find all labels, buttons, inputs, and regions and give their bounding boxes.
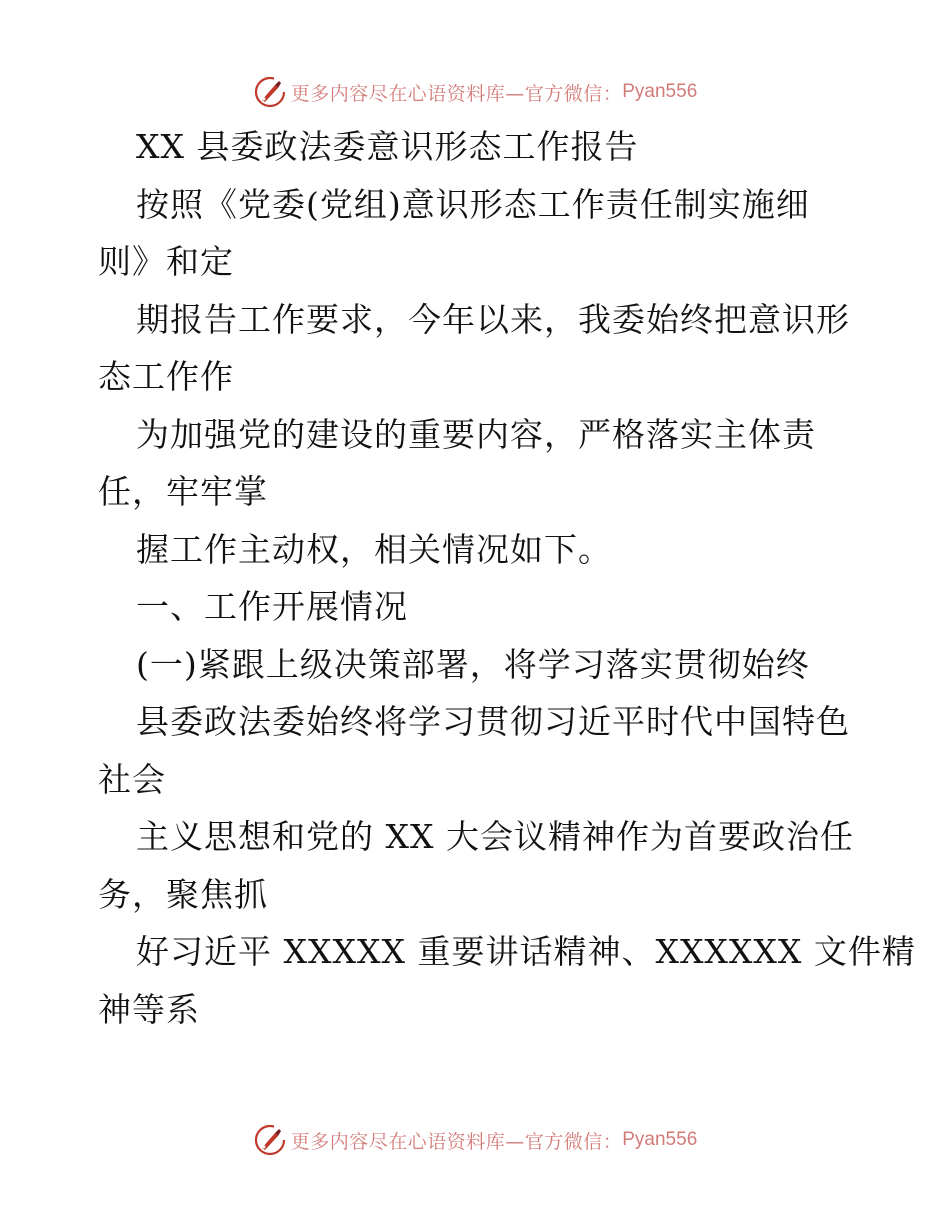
paragraph-line: 为加强党的建设的重要内容，严格落实主体责 — [136, 414, 816, 454]
paragraph-line: 期报告工作要求，今年以来，我委始终把意识形 — [136, 299, 850, 339]
footer-banner-wechat-id: Pyan556 — [622, 1129, 698, 1150]
header-watermark-banner — [0, 72, 950, 112]
subsection-heading-line: (一)紧跟上级决策部署，将学习落实贯彻始终 — [136, 644, 810, 684]
footer-banner-text: 更多内容尽在心语资料库—官方微信： — [290, 1130, 623, 1153]
paragraph-line: 神等系 — [98, 989, 200, 1029]
paragraph-line: 好习近平 XXXXX 重要讲话精神、XXXXXX 文件精 — [136, 932, 916, 971]
document-body — [98, 118, 916, 1038]
paragraph-line: 态工作作 — [98, 357, 234, 396]
header-banner-wechat-id: Pyan556 — [622, 81, 698, 102]
pen-logo-icon — [253, 1123, 287, 1157]
doc-title-line: XX 县委政法委意识形态工作报告 — [136, 127, 639, 166]
paragraph-line: 则》和定 — [98, 242, 234, 281]
paragraph-line: 握工作主动权，相关情况如下。 — [136, 529, 612, 569]
paragraph-line: 县委政法委始终将学习贯彻习近平时代中国特色 — [136, 702, 850, 741]
footer-watermark-banner — [0, 1120, 950, 1160]
paragraph-line: 主义思想和党的 XX 大会议精神作为首要政治任 — [136, 817, 854, 856]
header-banner-text: 更多内容尽在心语资料库—官方微信： — [290, 82, 623, 105]
pen-logo-icon — [253, 75, 287, 109]
paragraph-line: 按照《党委(党组)意识形态工作责任制实施细 — [136, 184, 810, 224]
paragraph-line: 社会 — [98, 759, 166, 799]
paragraph-line: 任，牢牢掌 — [98, 472, 268, 511]
paragraph-line: 务，聚焦抓 — [98, 874, 268, 914]
section-heading-line: 一、工作开展情况 — [136, 587, 408, 626]
